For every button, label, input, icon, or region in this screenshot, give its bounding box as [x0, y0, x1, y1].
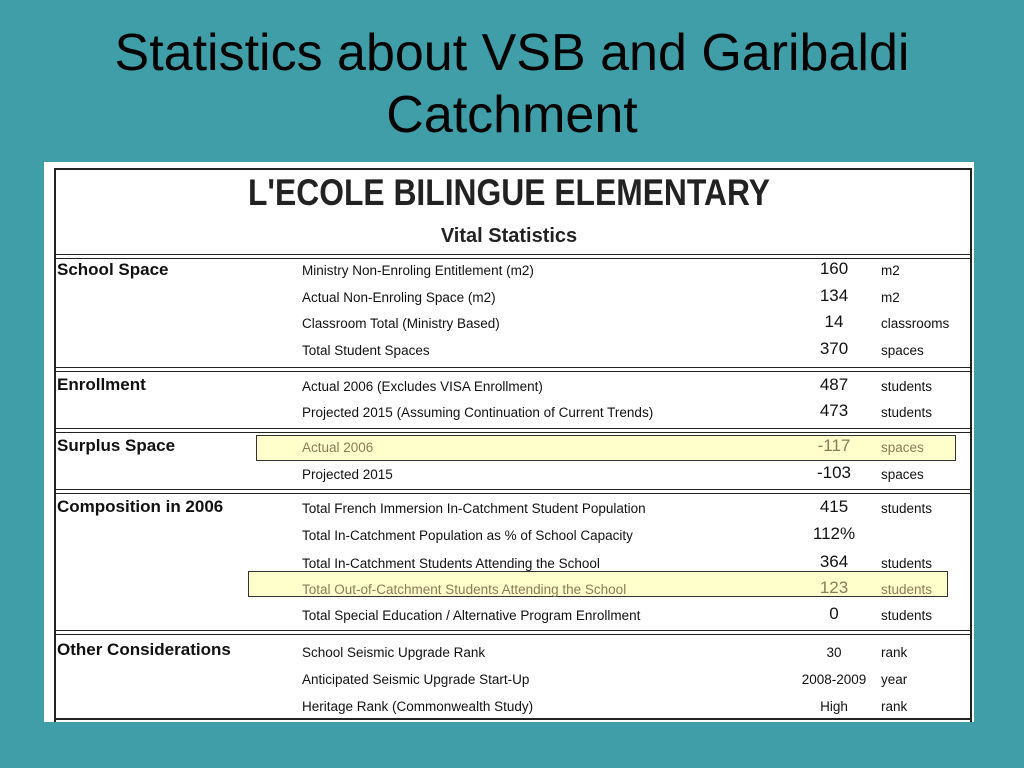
row-value: 364: [819, 552, 849, 571]
table-row: [44, 257, 974, 283]
row-value: -103: [816, 463, 852, 482]
table-row: [44, 461, 974, 487]
table-row: [44, 666, 974, 692]
document-subtitle: Vital Statistics: [440, 225, 578, 247]
row-description: Anticipated Seismic Upgrade Start-Up: [302, 672, 530, 687]
slide-title-line-1: Statistics about VSB and Garibaldi: [114, 24, 910, 82]
row-unit: students: [881, 582, 933, 597]
row-description: Total Special Education / Alternative Program Enrollment: [302, 608, 641, 623]
row-description: Actual 2006: [302, 440, 374, 455]
row-unit: students: [881, 556, 933, 571]
table-row-highlighted: [44, 576, 974, 602]
row-unit: spaces: [881, 467, 924, 482]
row-description: School Seismic Upgrade Rank: [302, 645, 486, 660]
table-row: [44, 284, 974, 310]
row-value: -117: [817, 436, 851, 455]
table-row: [44, 602, 974, 628]
row-unit: students: [881, 405, 933, 420]
row-value: 160: [819, 259, 849, 278]
row-unit: spaces: [881, 343, 924, 358]
table-row: [44, 310, 974, 336]
table-row: [44, 693, 974, 719]
row-description: Ministry Non-Enroling Entitlement (m2): [302, 263, 534, 278]
table-row: [44, 522, 974, 548]
table-row: [44, 639, 974, 665]
row-value: 370: [819, 339, 849, 358]
row-description: Total Out-of-Catchment Students Attending the School: [302, 582, 627, 597]
row-description: Total In-Catchment Population as % of School Capacity: [302, 528, 633, 543]
section-label-surplus-space: Surplus Space: [57, 436, 176, 455]
row-description: Total French Immersion In-Catchment Student Population: [302, 501, 646, 516]
row-value: 134: [819, 286, 849, 305]
row-unit: m2: [881, 290, 900, 305]
row-unit: classrooms: [881, 316, 950, 331]
row-value: 473: [819, 401, 849, 420]
divider: [54, 489, 972, 494]
row-unit: rank: [881, 699, 908, 714]
row-value: High: [820, 699, 848, 714]
row-value: 2008-2009: [801, 672, 867, 687]
table-row-highlighted: [44, 434, 974, 460]
row-unit: students: [881, 379, 933, 394]
row-description: Actual Non-Enroling Space (m2): [302, 290, 496, 305]
section-label-composition: Composition in 2006: [57, 497, 224, 516]
row-unit: year: [881, 672, 908, 687]
row-value: 112%: [812, 524, 856, 543]
section-label-enrollment: Enrollment: [57, 375, 146, 394]
row-value: 14: [824, 312, 844, 331]
row-description: Actual 2006 (Excludes VISA Enrollment): [302, 379, 543, 394]
table-row: [44, 399, 974, 425]
slide-title-line-2: Catchment: [386, 86, 638, 144]
row-value: 0: [829, 604, 839, 623]
row-description: Classroom Total (Ministry Based): [302, 316, 500, 331]
divider: [54, 367, 972, 372]
row-unit: students: [881, 608, 933, 623]
table-row: [44, 495, 974, 521]
document-title: L'ECOLE BILINGUE ELEMENTARY: [247, 172, 770, 213]
row-description: Projected 2015 (Assuming Continuation of Current Trends): [302, 405, 654, 420]
divider: [54, 718, 972, 720]
row-unit: spaces: [881, 440, 924, 455]
divider: [54, 630, 972, 635]
row-value: 30: [826, 645, 842, 660]
row-value: 123: [819, 578, 849, 597]
statistics-document: [44, 162, 974, 722]
row-description: Projected 2015: [302, 467, 393, 482]
row-value: 487: [819, 375, 849, 394]
section-label-school-space: School Space: [57, 260, 169, 279]
row-description: Total Student Spaces: [302, 343, 430, 358]
section-label-other-considerations: Other Considerations: [57, 640, 231, 659]
row-description: Total In-Catchment Students Attending the School: [302, 556, 600, 571]
slide-title: [0, 22, 1024, 146]
row-description: Heritage Rank (Commonwealth Study): [302, 699, 534, 714]
table-row: [44, 373, 974, 399]
table-row: [44, 337, 974, 363]
row-unit: rank: [881, 645, 908, 660]
row-unit: m2: [881, 263, 900, 278]
row-value: 415: [819, 497, 849, 516]
row-unit: students: [881, 501, 933, 516]
divider: [54, 428, 972, 433]
